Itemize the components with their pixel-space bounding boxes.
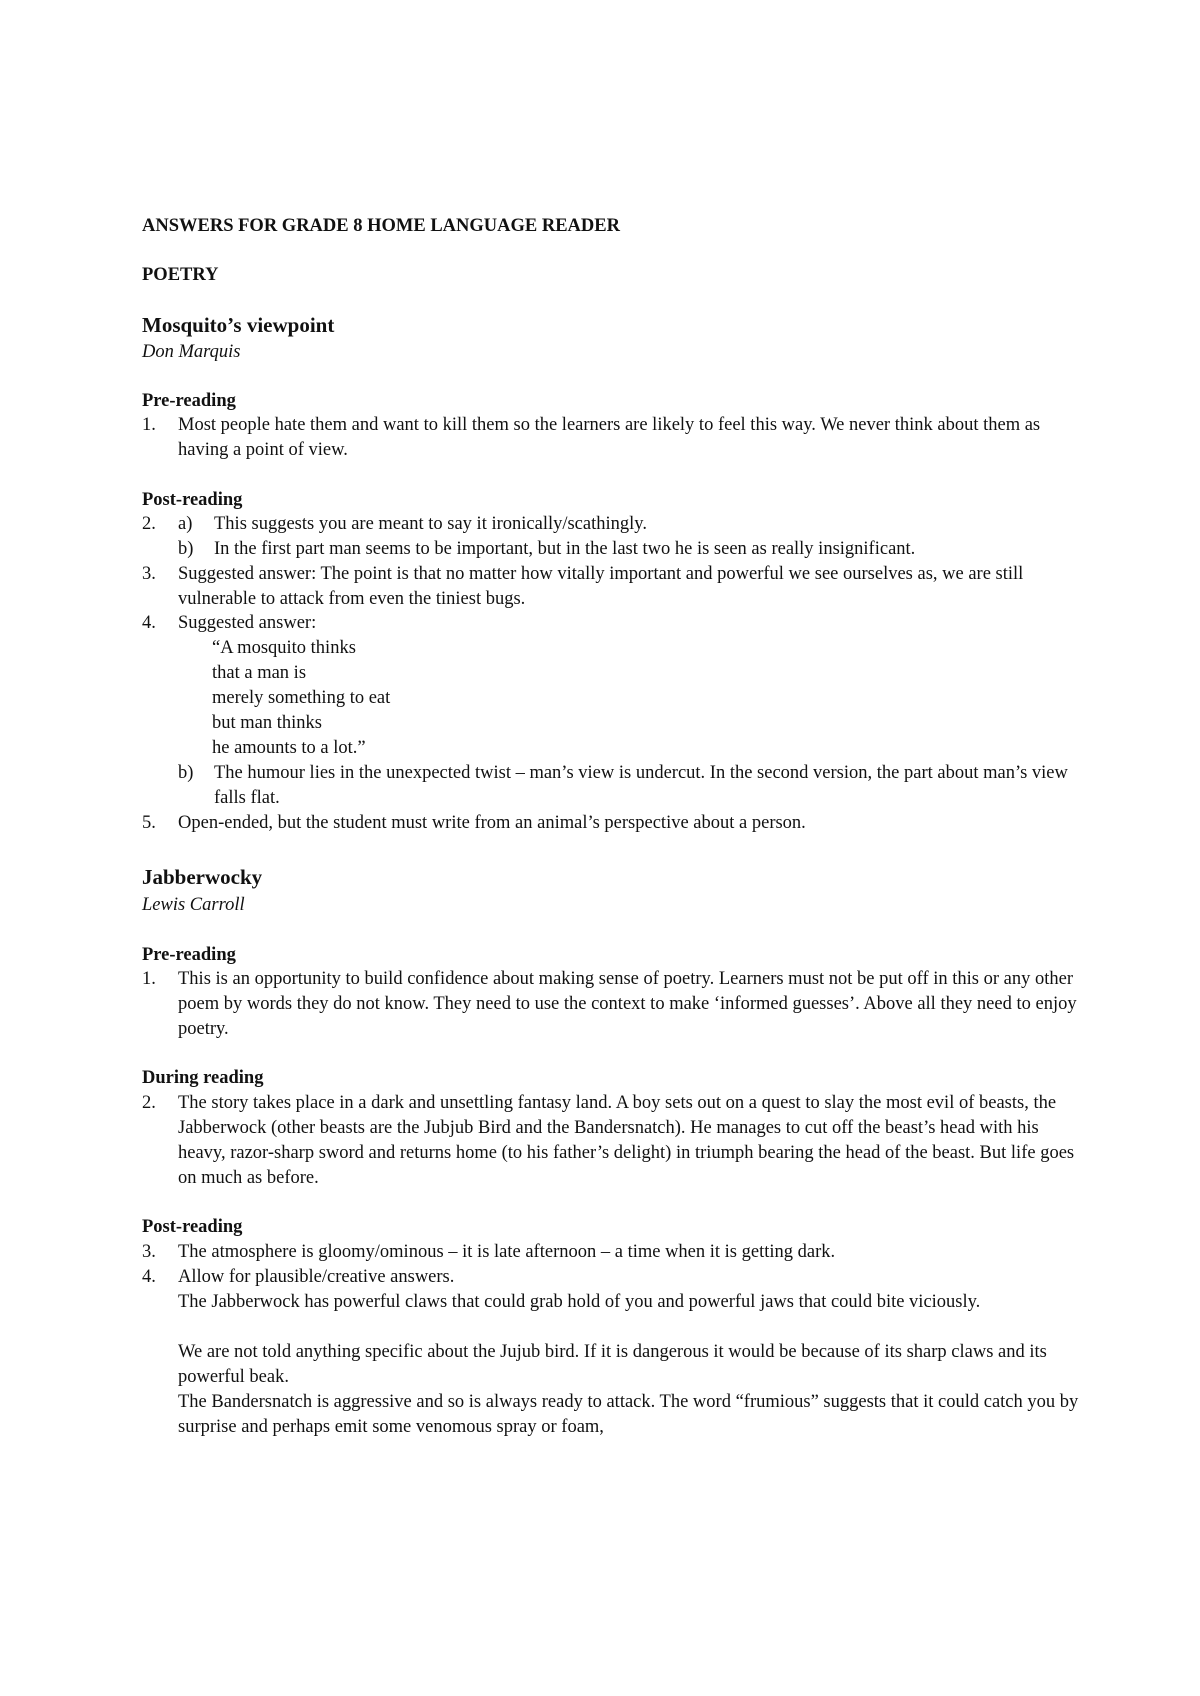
- document-title: ANSWERS FOR GRADE 8 HOME LANGUAGE READER: [142, 216, 620, 236]
- item-text: The story takes place in a dark and unsettling fantasy land. A boy sets out on a quest to slay the most evil of beasts, the Jabberwock (other beasts are the Jubjub Bird and the Bandersnatch). He manages to cut off the beast’s head with his heavy, razor-sharp sword and returns home (to his father’s delight) in triumph bearing the head of the beast. But life goes on much as before.: [178, 1093, 1075, 1188]
- item-number: 3.: [142, 1242, 156, 1262]
- quoted-poem-line: merely something to eat: [212, 688, 391, 708]
- pre-reading-heading: Pre-reading: [142, 391, 236, 411]
- post-reading-heading: Post-reading: [142, 490, 243, 510]
- poem-title-mosquito: Mosquito’s viewpoint: [142, 313, 335, 337]
- item-text: In the first part man seems to be important, but in the last two he is seen as really insignificant.: [214, 539, 916, 559]
- poem-author-mosquito: Don Marquis: [142, 342, 241, 362]
- item-number: 5.: [142, 813, 156, 833]
- item-text: The Bandersnatch is aggressive and so is always ready to attack. The word “frumious” suggests that it could catch you by surprise and perhaps emit some venomous spray or foam,: [178, 1392, 1079, 1437]
- pre-reading-heading: Pre-reading: [142, 945, 236, 965]
- quoted-poem-line: that a man is: [212, 663, 307, 683]
- item-text: Allow for plausible/creative answers.: [178, 1267, 455, 1287]
- item-number: 3.: [142, 564, 156, 584]
- sub-label: b): [178, 539, 194, 559]
- sub-label: b): [178, 763, 194, 783]
- item-text: Suggested answer:: [178, 613, 317, 633]
- during-reading-heading: During reading: [142, 1068, 264, 1088]
- item-number: 1.: [142, 415, 156, 435]
- poem-author-jabberwocky: Lewis Carroll: [142, 895, 245, 915]
- item-number: 2.: [142, 514, 156, 534]
- item-text: This is an opportunity to build confidence about making sense of poetry. Learners must not be put off in this or any other poem by words they do not know. They need to use the context to make ‘informed guesses’. Above all they need to enjoy poetry.: [178, 969, 1077, 1039]
- quoted-poem-line: he amounts to a lot.”: [212, 738, 366, 758]
- item-text: This suggests you are meant to say it ironically/scathingly.: [214, 514, 647, 534]
- item-text: Suggested answer: The point is that no matter how vitally important and powerful we see ourselves as, we are still vulnerable to attack from even the tiniest bugs.: [178, 564, 1024, 609]
- item-text: The humour lies in the unexpected twist – man’s view is undercut. In the second version, the part about man’s view falls flat.: [214, 763, 1068, 808]
- section-heading: POETRY: [142, 265, 219, 285]
- sub-label: a): [178, 514, 193, 534]
- post-reading-heading: Post-reading: [142, 1217, 243, 1237]
- item-text: Most people hate them and want to kill them so the learners are likely to feel this way. We never think about them as having a point of view.: [178, 415, 1041, 460]
- item-text: The Jabberwock has powerful claws that could grab hold of you and powerful jaws that could bite viciously.: [178, 1292, 981, 1312]
- item-text: Open-ended, but the student must write from an animal’s perspective about a person.: [178, 813, 806, 833]
- quoted-poem-line: but man thinks: [212, 713, 322, 733]
- item-number: 1.: [142, 969, 156, 989]
- poem-title-jabberwocky: Jabberwocky: [142, 865, 263, 889]
- item-text: The atmosphere is gloomy/ominous – it is late afternoon – a time when it is getting dark.: [178, 1242, 836, 1262]
- item-number: 4.: [142, 613, 156, 633]
- item-number: 4.: [142, 1267, 156, 1287]
- item-text: We are not told anything specific about the Jujub bird. If it is dangerous it would be because of its sharp claws and its powerful beak.: [178, 1342, 1047, 1387]
- item-number: 2.: [142, 1093, 156, 1113]
- quoted-poem-line: “A mosquito thinks: [212, 638, 356, 658]
